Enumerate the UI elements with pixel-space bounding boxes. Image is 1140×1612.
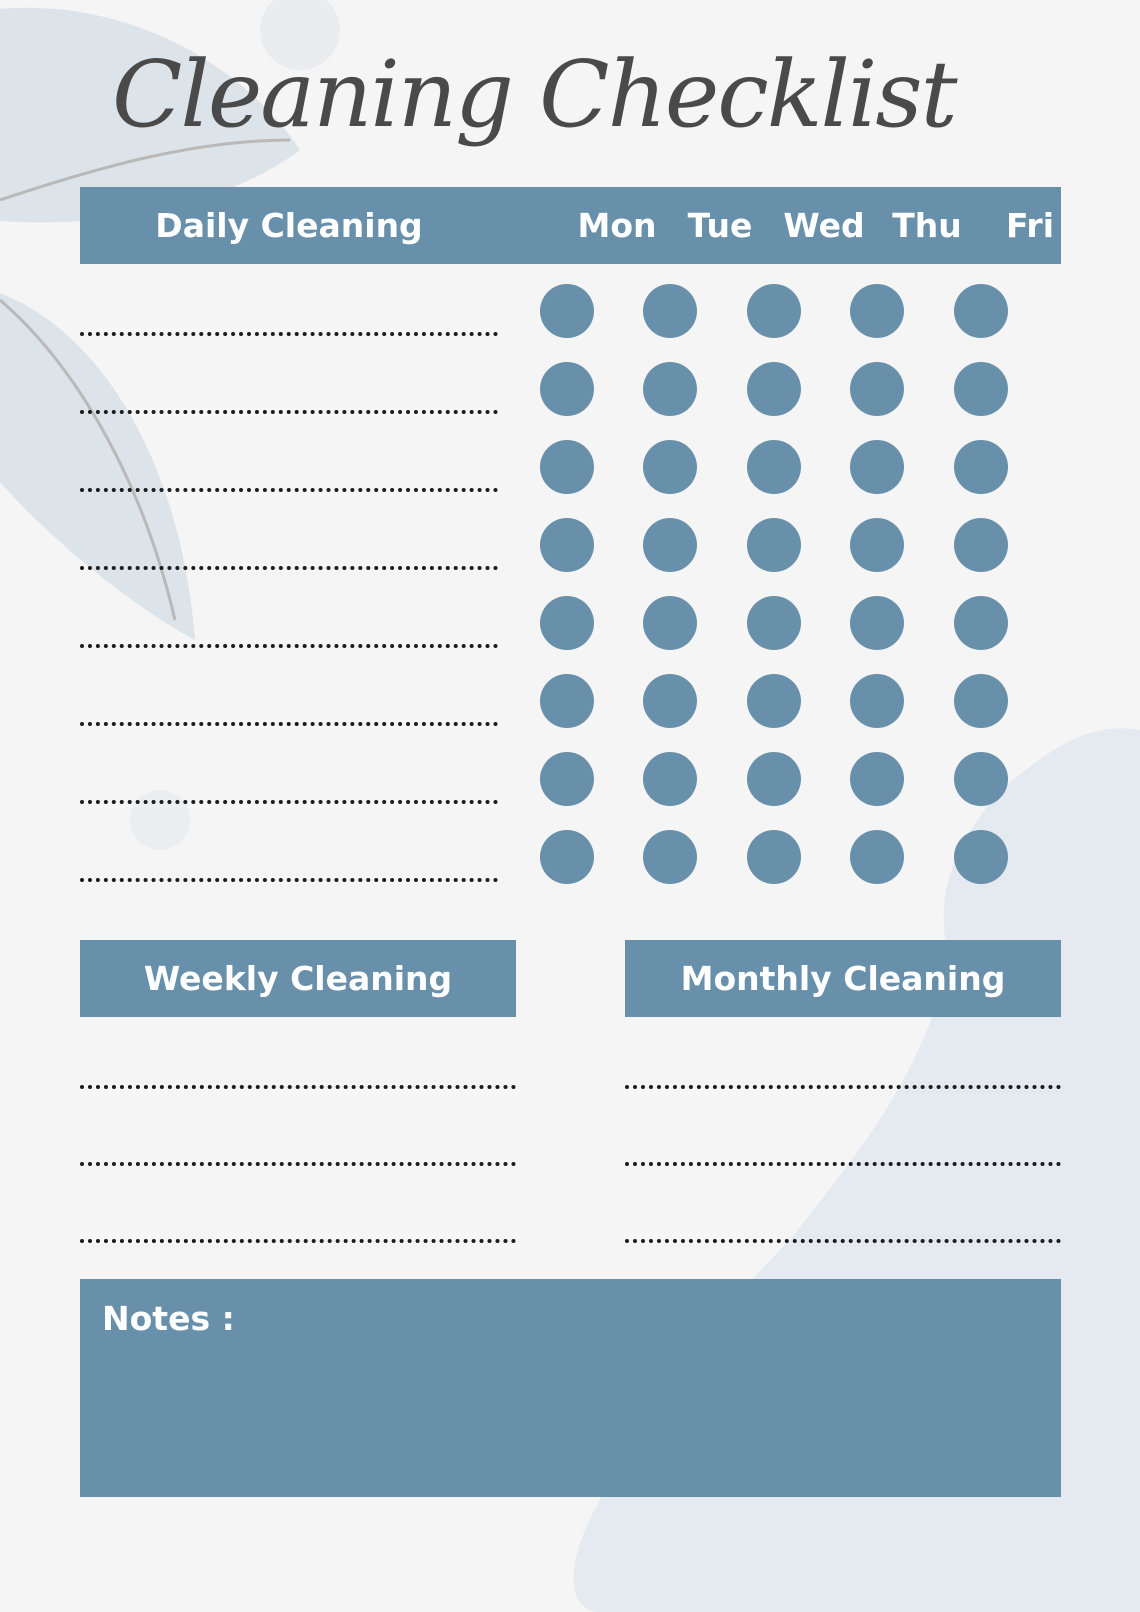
- check-circle-fri[interactable]: [954, 674, 1008, 728]
- check-circle-thu[interactable]: [850, 518, 904, 572]
- notes-box[interactable]: [80, 1279, 1061, 1497]
- check-circle-tue[interactable]: [643, 518, 697, 572]
- daily-task-line[interactable]: [80, 488, 498, 492]
- check-circle-mon[interactable]: [540, 440, 594, 494]
- check-circle-tue[interactable]: [643, 596, 697, 650]
- check-circle-mon[interactable]: [540, 674, 594, 728]
- day-header-wed: Wed: [783, 206, 865, 245]
- check-circle-wed[interactable]: [747, 830, 801, 884]
- monthly-cleaning-label: Monthly Cleaning: [680, 959, 1006, 998]
- check-circle-tue[interactable]: [643, 440, 697, 494]
- check-circle-mon[interactable]: [540, 362, 594, 416]
- daily-task-line[interactable]: [80, 800, 498, 804]
- check-circle-wed[interactable]: [747, 362, 801, 416]
- check-circle-mon[interactable]: [540, 518, 594, 572]
- check-circle-fri[interactable]: [954, 830, 1008, 884]
- monthly-cleaning-header: [625, 940, 1061, 1017]
- check-circle-fri[interactable]: [954, 518, 1008, 572]
- check-circle-tue[interactable]: [643, 752, 697, 806]
- check-circle-wed[interactable]: [747, 440, 801, 494]
- check-circle-thu[interactable]: [850, 440, 904, 494]
- day-header-thu: Thu: [892, 206, 962, 245]
- check-circle-fri[interactable]: [954, 440, 1008, 494]
- daily-task-line[interactable]: [80, 566, 498, 570]
- check-circle-tue[interactable]: [643, 830, 697, 884]
- day-header-tue: Tue: [687, 206, 753, 245]
- check-circle-mon[interactable]: [540, 596, 594, 650]
- weekly-cleaning-header: [80, 940, 516, 1017]
- monthly-task-line[interactable]: [625, 1239, 1061, 1243]
- weekly-task-line[interactable]: [80, 1085, 516, 1089]
- check-circle-thu[interactable]: [850, 674, 904, 728]
- check-circle-tue[interactable]: [643, 362, 697, 416]
- check-circle-thu[interactable]: [850, 284, 904, 338]
- daily-task-line[interactable]: [80, 722, 498, 726]
- daily-task-line[interactable]: [80, 410, 498, 414]
- check-circle-thu[interactable]: [850, 830, 904, 884]
- daily-cleaning-header: [80, 187, 1061, 264]
- check-circle-thu[interactable]: [850, 752, 904, 806]
- check-circle-fri[interactable]: [954, 284, 1008, 338]
- check-circle-mon[interactable]: [540, 830, 594, 884]
- daily-cleaning-label: Daily Cleaning: [155, 206, 423, 245]
- check-circle-fri[interactable]: [954, 752, 1008, 806]
- check-circle-wed[interactable]: [747, 674, 801, 728]
- check-circle-mon[interactable]: [540, 284, 594, 338]
- monthly-task-line[interactable]: [625, 1085, 1061, 1089]
- notes-label: Notes :: [102, 1299, 235, 1338]
- day-header-fri: Fri: [1005, 206, 1055, 245]
- weekly-cleaning-label: Weekly Cleaning: [143, 959, 453, 998]
- day-header-mon: Mon: [577, 206, 657, 245]
- check-circle-thu[interactable]: [850, 596, 904, 650]
- weekly-task-line[interactable]: [80, 1239, 516, 1243]
- check-circle-thu[interactable]: [850, 362, 904, 416]
- check-circle-fri[interactable]: [954, 362, 1008, 416]
- check-circle-wed[interactable]: [747, 518, 801, 572]
- daily-task-line[interactable]: [80, 332, 498, 336]
- check-circle-tue[interactable]: [643, 674, 697, 728]
- check-circle-mon[interactable]: [540, 752, 594, 806]
- monthly-task-line[interactable]: [625, 1162, 1061, 1166]
- check-circle-fri[interactable]: [954, 596, 1008, 650]
- check-circle-wed[interactable]: [747, 752, 801, 806]
- weekly-task-line[interactable]: [80, 1162, 516, 1166]
- check-circle-tue[interactable]: [643, 284, 697, 338]
- check-circle-wed[interactable]: [747, 596, 801, 650]
- check-circle-wed[interactable]: [747, 284, 801, 338]
- daily-task-line[interactable]: [80, 644, 498, 648]
- page-title: Cleaning Checklist: [112, 41, 956, 148]
- daily-task-line[interactable]: [80, 878, 498, 882]
